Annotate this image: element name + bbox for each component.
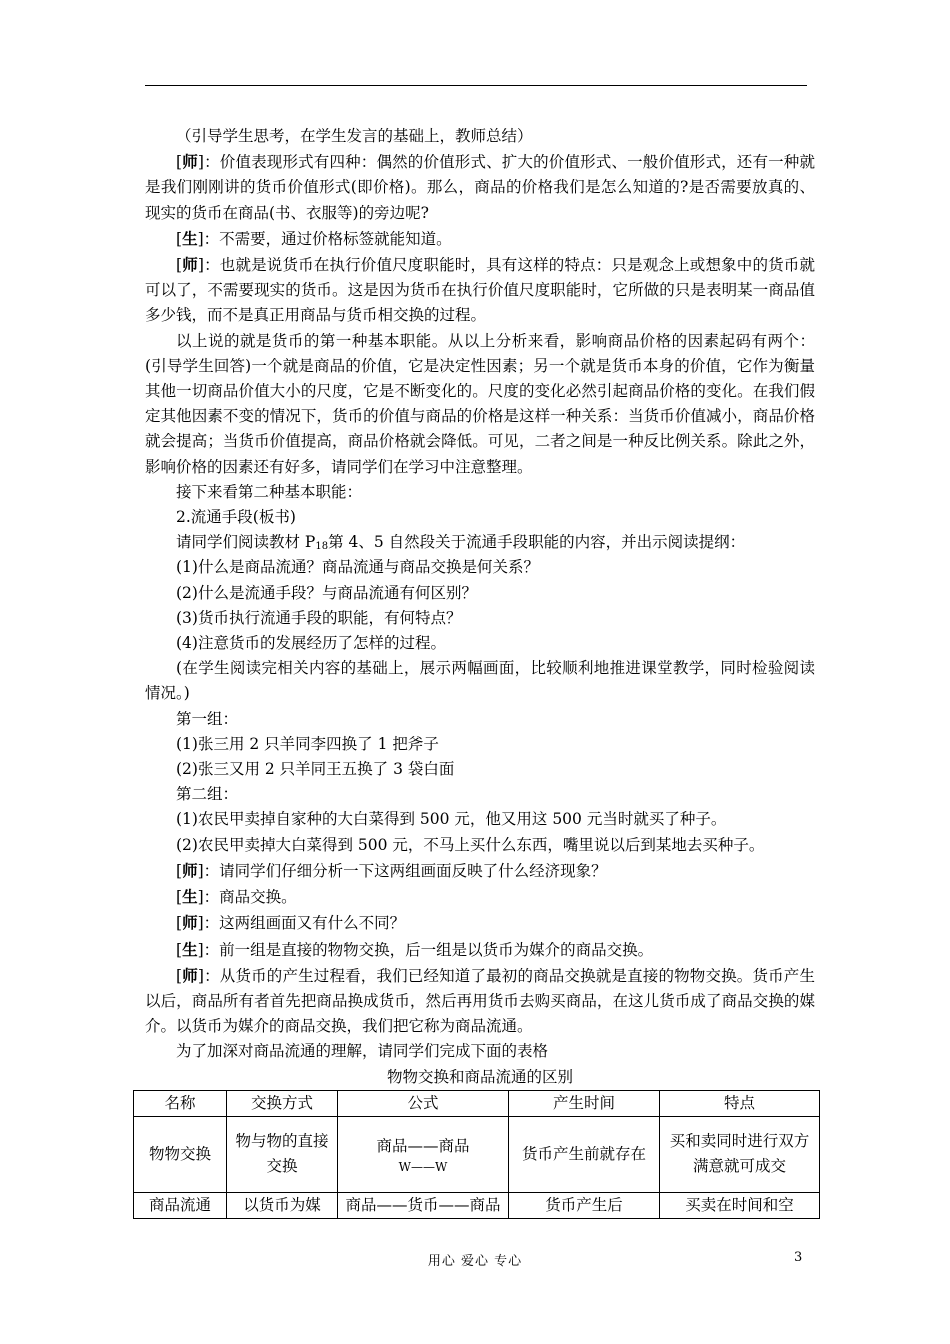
group-item: (2)张三又用 2 只羊同王五换了 3 袋白面 (176, 760, 455, 779)
dialogue-text: 请同学们仔细分析一下这两组画面反映了什么经济现象？ (219, 861, 607, 880)
paragraph: [生]：不需要，通过价格标签就能知道。 (176, 228, 452, 248)
header-cell: 交换方式 (227, 1090, 338, 1116)
dialogue-line: [生]：前一组是直接的物物交换，后一组是以货币为媒介的商品交换。 (176, 939, 654, 959)
speaker-tag: 师 (182, 152, 198, 172)
speaker-tag: 生 (182, 228, 198, 248)
question-item: (2)什么是流通手段？与商品流通有何区别？ (176, 583, 477, 602)
paragraph-text: 也就是说货币在执行价值尺度职能时，具有这样的特点：只是观念上或想象中的货币就可以了，不需要现实的货币。这是因为货币在执行价值尺度职能时，它所做的只是表明某一商品值多少钱，而不是真正用商品与货币相交换的过程。 (145, 256, 815, 325)
table-row (134, 1192, 820, 1218)
cell-feature: 买卖在时间和空 (660, 1192, 820, 1218)
reading-instruction (145, 530, 815, 555)
formula-symbolic: W——W (398, 1159, 448, 1174)
group-title: 第二组： (176, 785, 239, 804)
section-heading: 2.流通手段(板书) (176, 508, 296, 527)
paragraph-text: 价值表现形式有四种：偶然的价值形式、扩大的价值形式、一般价值形式，还有一种就是我们刚刚讲的货币价值形式(即价格)。那么，商品的价格我们是怎么知道的?是否需要放真的、现实的货币在商品(书、衣服等)的旁边呢? (145, 153, 815, 222)
group-title: 第一组： (176, 709, 239, 728)
cell-time: 货币产生后 (509, 1192, 660, 1218)
paragraph-text: 不需要，通过价格标签就能知道。 (219, 229, 452, 248)
speaker-tag: 生 (182, 939, 198, 959)
page-ref-subscript: 18 (315, 541, 329, 553)
paragraph: （引导学生思考，在学生发言的基础上，教师总结） (176, 127, 533, 145)
cell-time: 货币产生前就存在 (509, 1116, 660, 1192)
header-cell: 产生时间 (509, 1090, 660, 1116)
speaker-tag: 师 (182, 913, 198, 933)
header-cell: 特点 (660, 1090, 820, 1116)
cell-method: 以货币为媒 (227, 1192, 338, 1218)
question-item: (4)注意货币的发展经历了怎样的过程。 (176, 634, 446, 653)
group-item: (1)农民甲卖掉自家种的大白菜得到 500 元，他又用这 500 元当时就买了种子。 (176, 810, 727, 829)
dialogue-line: [师]：请同学们仔细分析一下这两组画面反映了什么经济现象？ (176, 860, 607, 880)
teaching-note: (在学生阅读完相关内容的基础上，展示两幅画面，比较顺利地推进课堂教学，同时检验阅读情况。) (145, 659, 815, 703)
speaker-tag: 师 (182, 255, 198, 275)
dialogue-text: 商品交换。 (219, 888, 297, 907)
header-cell: 名称 (134, 1090, 227, 1116)
cell-name: 商品流通 (134, 1192, 227, 1218)
group-item: (1)张三用 2 只羊同李四换了 1 把斧子 (176, 734, 439, 753)
comparison-table (133, 1090, 820, 1219)
dialogue-line: [生]：商品交换。 (176, 887, 297, 907)
speaker-tag: 生 (182, 887, 198, 907)
paragraph: [师]：也就是说货币在执行价值尺度职能时，具有这样的特点：只是观念上或想象中的货币就可以了，不需要现实的货币。这是因为货币在执行价值尺度职能时，它所做的只是表明某一商品值多少钱，而不是真正用商品与货币相交换的过程。 (145, 255, 815, 325)
speaker-tag: 师 (182, 965, 198, 985)
paragraph: 接下来看第二种基本职能： (176, 482, 363, 501)
dialogue-text: 前一组是直接的物物交换，后一组是以货币为媒介的商品交换。 (219, 940, 654, 959)
reading-text: 第 4、5 自然段关于流通手段职能的内容，并出示阅读提纲： (328, 533, 746, 552)
header-rule (145, 85, 807, 86)
dialogue-text: 从货币的产生过程看，我们已经知道了最初的商品交换就是直接的物物交换。货币产生以后，商品所有者首先把商品换成货币，然后再用货币去购买商品，在这儿货币成了商品交换的媒介。以货币为媒介的商品交换，我们把它称为商品流通。 (145, 966, 815, 1036)
header-cell: 公式 (338, 1090, 509, 1116)
document-body (145, 124, 815, 1219)
formula-main: 商品——商品 (376, 1136, 470, 1155)
page-number: 3 (794, 1250, 803, 1265)
group-item: (2)农民甲卖掉大白菜得到 500 元，不马上买什么东西，嘴里说以后到某地去买种子。 (176, 835, 765, 854)
reading-text: 请同学们阅读教材 P (176, 533, 316, 552)
speaker-tag: 师 (182, 860, 198, 880)
paragraph: [师]：价值表现形式有四种：偶然的价值形式、扩大的价值形式、一般价值形式，还有一种就是我们刚刚讲的货币价值形式(即价格)。那么，商品的价格我们是怎么知道的?是否需要放真的、现实的货币在商品(书、衣服等)的旁边呢? (145, 152, 815, 222)
dialogue-line: [师]：从货币的产生过程看，我们已经知道了最初的商品交换就是直接的物物交换。货币产生以后，商品所有者首先把商品换成货币，然后再用货币去购买商品，在这儿货币成了商品交换的媒介。以货币为媒介的商品交换，我们把它称为商品流通。 (145, 965, 815, 1036)
question-item: (3)货币执行流通手段的职能，有何特点？ (176, 608, 462, 627)
dialogue-line: [师]：这两组画面又有什么不同？ (176, 913, 406, 933)
cell-method: 物与物的直接交换 (227, 1116, 338, 1192)
cell-name: 物物交换 (134, 1116, 227, 1192)
table-row (134, 1116, 820, 1192)
table-header-row (134, 1090, 820, 1116)
table-intro: 为了加深对商品流通的理解，请同学们完成下面的表格 (176, 1042, 549, 1061)
table-caption: 物物交换和商品流通的区别 (386, 1067, 573, 1086)
paragraph: 以上说的就是货币的第一种基本职能。从以上分析来看，影响商品价格的因素起码有两个：(引导学生回答)一个就是商品的价值，它是决定性因素；另一个就是货币本身的价值，它作为衡量其他一切商品价值大小的尺度，它是不断变化的。尺度的变化必然引起商品价格的变化。在我们假定其他因素不变的情况下，货币的价值与商品的价格是这样一种关系：当货币价值减小，商品价格就会提高；当货币价值提高，商品价格就会降低。可见，二者之间是一种反比例关系。除此之外，影响价格的因素还有好多，请同学们在学习中注意整理。 (145, 331, 815, 476)
cell-formula (338, 1116, 509, 1192)
cell-formula: 商品——货币——商品 (338, 1192, 509, 1218)
question-item: (1)什么是商品流通？商品流通与商品交换是何关系？ (176, 558, 539, 577)
cell-feature: 买和卖同时进行双方满意就可成交 (660, 1116, 820, 1192)
page-footer: 用心 爱心 专心 (427, 1254, 523, 1269)
dialogue-text: 这两组画面又有什么不同？ (219, 914, 406, 933)
